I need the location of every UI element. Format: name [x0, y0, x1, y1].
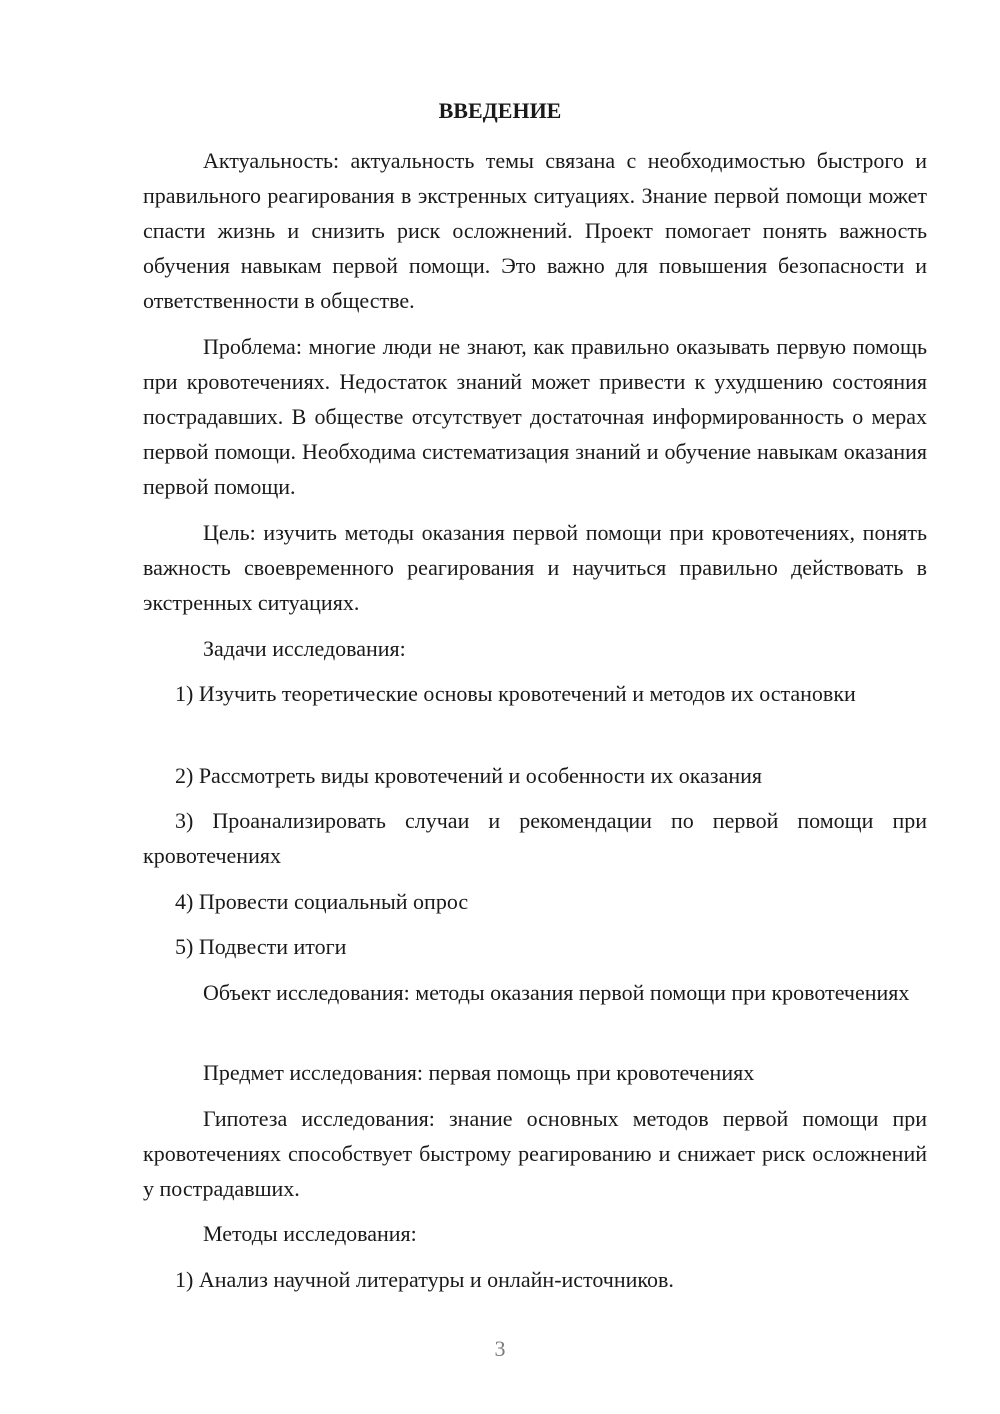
method-item-1: 1) Анализ научной литературы и онлайн-источников. [175, 1267, 674, 1292]
task-item-1: 1) Изучить теоретические основы кровотечений и методов их остановки [175, 681, 856, 706]
page-number: 3 [494, 1336, 506, 1361]
hypothesis-paragraph: Гипотеза исследования: знание основных методов первой помощи при кровотечениях способствует быстрому реагированию и снижает риск осложнений у пострадавших. [143, 1106, 927, 1201]
tasks-heading: Задачи исследования: [203, 636, 406, 661]
task-item-3: 3) Проанализировать случаи и рекомендации по первой помощи при кровотечениях [143, 808, 927, 868]
object-paragraph: Объект исследования: методы оказания первой помощи при кровотечениях [203, 980, 910, 1005]
task-item-5: 5) Подвести итоги [175, 934, 347, 959]
goal-paragraph: Цель: изучить методы оказания первой помощи при кровотечениях, понять важность своевременного реагирования и научиться правильно действовать в экстренных ситуациях. [143, 520, 927, 615]
section-title: ВВЕДЕНИЕ [438, 98, 562, 123]
methods-heading: Методы исследования: [203, 1221, 417, 1246]
relevance-paragraph: Актуальность: актуальность темы связана с необходимостью быстрого и правильного реагирования в экстренных ситуациях. Знание первой помощи может спасти жизнь и снизить риск осложнений. Проект помогает понять важность обучения навыкам первой помощи. Это важно для повышения безопасности и ответственности в обществе. [143, 148, 927, 313]
problem-paragraph: Проблема: многие люди не знают, как правильно оказывать первую помощь при кровотечениях. Недостаток знаний может привести к ухудшению состояния пострадавших. В обществе отсутствует достаточная информированность о мерах первой помощи. Необходима систематизация знаний и обучение навыкам оказания первой помощи. [143, 334, 927, 499]
task-item-4: 4) Провести социальный опрос [175, 889, 469, 914]
task-item-2: 2) Рассмотреть виды кровотечений и особенности их оказания [175, 763, 763, 788]
subject-paragraph: Предмет исследования: первая помощь при кровотечениях [203, 1060, 755, 1085]
